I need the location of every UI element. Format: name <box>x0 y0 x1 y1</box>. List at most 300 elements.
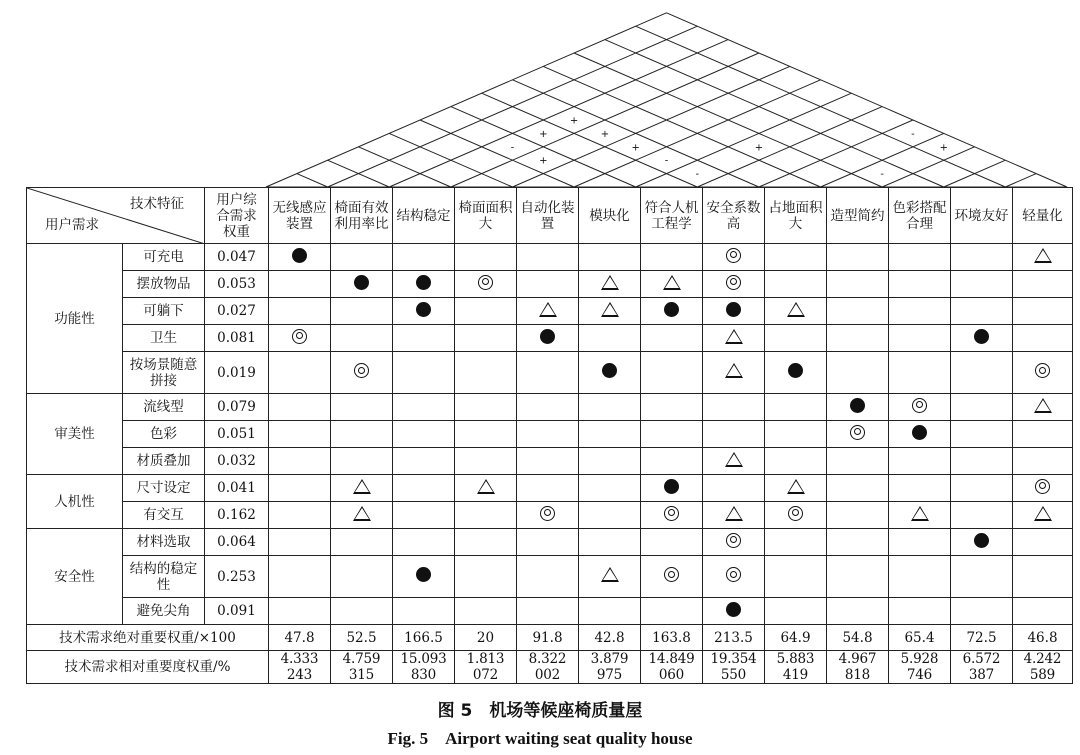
relationship-cell <box>1013 394 1073 421</box>
relationship-cell <box>517 244 579 271</box>
relationship-cell <box>579 448 641 475</box>
absolute-weight-value: 163.8 <box>641 625 703 651</box>
relationship-cell <box>331 298 393 325</box>
relationship-cell <box>269 325 331 352</box>
relationship-cell <box>455 598 517 625</box>
relationship-cell <box>393 421 455 448</box>
roof-gridline <box>420 120 574 187</box>
weak-relation-icon <box>725 329 743 344</box>
relationship-cell <box>765 598 827 625</box>
strong-relation-icon <box>726 602 741 617</box>
relative-weight-value: 3.879 975 <box>579 651 641 684</box>
requirement-weight: 0.019 <box>205 352 269 394</box>
relationship-cell <box>827 556 889 598</box>
relationship-cell <box>331 598 393 625</box>
relative-weight-value: 8.322 002 <box>517 651 579 684</box>
relative-weight-value: 4.333 243 <box>269 651 331 684</box>
relationship-cell <box>951 352 1013 394</box>
absolute-weight-value: 54.8 <box>827 625 889 651</box>
relationship-cell <box>889 325 951 352</box>
relationship-cell <box>517 598 579 625</box>
relationship-cell <box>1013 325 1073 352</box>
positive-correlation-mark: + <box>939 142 948 154</box>
requirement-name: 可充电 <box>123 244 205 271</box>
requirement-weight: 0.053 <box>205 271 269 298</box>
relationship-cell <box>641 352 703 394</box>
positive-correlation-mark: + <box>754 142 764 154</box>
relationship-cell <box>269 598 331 625</box>
tech-feature-header: 色彩搭配合理 <box>889 188 951 244</box>
positive-correlation-mark: + <box>600 128 610 140</box>
roof-gridline <box>482 93 698 187</box>
relationship-cell <box>641 475 703 502</box>
medium-relation-icon <box>478 275 493 290</box>
relationship-cell <box>889 298 951 325</box>
relationship-cell <box>269 475 331 502</box>
caption-english: Fig. 5 Airport waiting seat quality house <box>387 729 693 748</box>
relationship-cell <box>765 244 827 271</box>
relationship-cell <box>269 448 331 475</box>
relationship-cell <box>889 421 951 448</box>
relationship-cell <box>703 556 765 598</box>
relationship-cell <box>331 325 393 352</box>
relationship-cell <box>703 475 765 502</box>
positive-correlation-mark: + <box>631 142 640 154</box>
relationship-cell <box>455 394 517 421</box>
relationship-cell <box>269 502 331 529</box>
medium-relation-icon <box>850 425 865 440</box>
relationship-cell <box>331 529 393 556</box>
strong-relation-icon <box>974 533 989 548</box>
medium-relation-icon <box>354 363 369 378</box>
weak-relation-icon <box>539 302 557 317</box>
strong-relation-icon <box>664 479 679 494</box>
relationship-cell <box>641 298 703 325</box>
relationship-cell <box>889 502 951 529</box>
tech-feature-header: 结构稳定 <box>393 188 455 244</box>
absolute-weight-value: 64.9 <box>765 625 827 651</box>
relationship-cell <box>579 244 641 271</box>
relationship-cell <box>517 421 579 448</box>
requirement-weight: 0.047 <box>205 244 269 271</box>
weak-relation-icon <box>1034 506 1052 521</box>
relationship-cell <box>393 244 455 271</box>
requirement-row <box>27 352 1073 394</box>
relationship-cell <box>827 298 889 325</box>
strong-relation-icon <box>602 363 617 378</box>
roof-gridline <box>636 93 852 187</box>
relationship-cell <box>455 244 517 271</box>
weak-relation-icon <box>601 302 619 317</box>
negative-correlation-mark: - <box>695 169 700 181</box>
relationship-cell <box>517 298 579 325</box>
relationship-cell <box>765 448 827 475</box>
relationship-cell <box>579 598 641 625</box>
weak-relation-icon <box>601 275 619 290</box>
relationship-cell <box>703 244 765 271</box>
strong-relation-icon <box>416 567 431 582</box>
tech-feature-header: 占地面积大 <box>765 188 827 244</box>
negative-correlation-mark: - <box>880 169 884 181</box>
weak-relation-icon <box>1034 398 1052 413</box>
user-need-label: 用户需求 <box>45 217 99 233</box>
relationship-cell <box>1013 529 1073 556</box>
relationship-cell <box>517 271 579 298</box>
relationship-cell <box>889 352 951 394</box>
tech-feature-header: 造型简约 <box>827 188 889 244</box>
relationship-cell <box>889 475 951 502</box>
relationship-cell <box>703 325 765 352</box>
relationship-cell <box>517 448 579 475</box>
relationship-cell <box>517 502 579 529</box>
requirement-weight: 0.041 <box>205 475 269 502</box>
relationship-cell <box>827 421 889 448</box>
strong-relation-icon <box>416 275 431 290</box>
relationship-cell <box>1013 244 1073 271</box>
relationship-cell <box>641 244 703 271</box>
tech-feature-header: 环境友好 <box>951 188 1013 244</box>
relative-weight-label: 技术需求相对重要度权重/% <box>27 651 269 684</box>
requirement-row <box>27 271 1073 298</box>
roof-gridline <box>543 66 820 187</box>
relationship-cell <box>951 556 1013 598</box>
relative-weight-value: 4.242 589 <box>1013 651 1073 684</box>
requirement-row <box>27 244 1073 271</box>
relationship-cell <box>393 271 455 298</box>
relationship-cell <box>765 421 827 448</box>
relative-weight-value: 5.928 746 <box>889 651 951 684</box>
requirement-weight: 0.162 <box>205 502 269 529</box>
roof-gridline <box>389 40 728 187</box>
tech-feature-header: 自动化装置 <box>517 188 579 244</box>
relationship-cell <box>641 421 703 448</box>
requirement-name: 结构的稳定性 <box>123 556 205 598</box>
relative-weight-value: 4.759 315 <box>331 651 393 684</box>
requirement-row <box>27 394 1073 421</box>
relationship-cell <box>951 298 1013 325</box>
weak-relation-icon <box>787 302 805 317</box>
correlation-roof <box>0 0 1080 190</box>
requirement-name: 可躺下 <box>123 298 205 325</box>
requirement-name: 材质叠加 <box>123 448 205 475</box>
tech-feature-header: 符合人机工程学 <box>641 188 703 244</box>
roof-gridline <box>1005 174 1036 187</box>
strong-relation-icon <box>664 302 679 317</box>
relationship-cell <box>579 271 641 298</box>
relationship-cell <box>393 448 455 475</box>
relationship-cell <box>455 448 517 475</box>
relationship-cell <box>1013 271 1073 298</box>
relationship-cell <box>951 448 1013 475</box>
relationship-cell <box>827 244 889 271</box>
requirement-row <box>27 421 1073 448</box>
relationship-cell <box>827 271 889 298</box>
relationship-cell <box>269 298 331 325</box>
requirement-group: 人机性 <box>27 475 123 529</box>
corner-cell <box>27 188 205 244</box>
weak-relation-icon <box>663 275 681 290</box>
weak-relation-icon <box>353 479 371 494</box>
tech-feature-header: 无线感应装置 <box>269 188 331 244</box>
absolute-weight-value: 46.8 <box>1013 625 1073 651</box>
requirement-group: 安全性 <box>27 529 123 625</box>
roof-gridline <box>358 147 450 187</box>
relationship-cell <box>951 502 1013 529</box>
tech-feature-header: 椅面有效利用率比 <box>331 188 393 244</box>
relationship-cell <box>269 394 331 421</box>
relationship-cell <box>517 394 579 421</box>
relationship-cell <box>393 598 455 625</box>
positive-correlation-mark: + <box>569 115 579 127</box>
medium-relation-icon <box>540 506 555 521</box>
relationship-cell <box>765 502 827 529</box>
medium-relation-icon <box>726 533 741 548</box>
relative-weight-value: 5.883 419 <box>765 651 827 684</box>
weak-relation-icon <box>1034 248 1052 263</box>
relationship-cell <box>1013 475 1073 502</box>
requirement-row <box>27 298 1073 325</box>
strong-relation-icon <box>912 425 927 440</box>
weak-relation-icon <box>725 363 743 378</box>
relationship-cell <box>517 529 579 556</box>
relationship-cell <box>393 556 455 598</box>
roof-gridline <box>297 174 328 187</box>
medium-relation-icon <box>1035 479 1050 494</box>
requirement-name: 材料选取 <box>123 529 205 556</box>
relationship-cell <box>517 352 579 394</box>
relationship-cell <box>579 298 641 325</box>
positive-correlation-mark: + <box>539 155 548 167</box>
weak-relation-icon <box>725 506 743 521</box>
relationship-cell <box>579 325 641 352</box>
requirement-group: 审美性 <box>27 394 123 475</box>
medium-relation-icon <box>1035 363 1050 378</box>
weak-relation-icon <box>787 479 805 494</box>
tech-feature-header: 轻量化 <box>1013 188 1073 244</box>
relationship-cell <box>641 502 703 529</box>
weak-relation-icon <box>353 506 371 521</box>
roof-gridline <box>605 40 944 187</box>
weak-relation-icon <box>725 452 743 467</box>
relationship-cell <box>765 394 827 421</box>
relationship-cell <box>579 352 641 394</box>
relationship-cell <box>703 421 765 448</box>
relationship-cell <box>641 529 703 556</box>
relationship-cell <box>765 325 827 352</box>
relationship-cell <box>455 298 517 325</box>
medium-relation-icon <box>292 329 307 344</box>
relationship-cell <box>703 529 765 556</box>
relationship-cell <box>1013 298 1073 325</box>
requirement-row <box>27 502 1073 529</box>
absolute-weight-value: 47.8 <box>269 625 331 651</box>
requirement-name: 尺寸设定 <box>123 475 205 502</box>
relationship-cell <box>951 421 1013 448</box>
relationship-cell <box>455 475 517 502</box>
weak-relation-icon <box>477 479 495 494</box>
relationship-cell <box>827 529 889 556</box>
relationship-cell <box>331 448 393 475</box>
relationship-cell <box>765 475 827 502</box>
roof-gridline <box>759 120 913 187</box>
medium-relation-icon <box>726 275 741 290</box>
relationship-cell <box>889 448 951 475</box>
relationship-cell <box>455 421 517 448</box>
positive-correlation-mark: + <box>539 128 548 140</box>
absolute-weight-value: 42.8 <box>579 625 641 651</box>
relationship-cell <box>331 421 393 448</box>
relationship-cell <box>393 475 455 502</box>
requirement-weight: 0.051 <box>205 421 269 448</box>
relationship-cell <box>517 475 579 502</box>
requirement-row <box>27 448 1073 475</box>
relationship-cell <box>703 271 765 298</box>
relationship-cell <box>889 529 951 556</box>
caption-chinese: 图 5 机场等候座椅质量屋 <box>437 701 643 721</box>
relative-weight-value: 1.813 072 <box>455 651 517 684</box>
tech-feature-label: 技术特征 <box>130 196 184 212</box>
absolute-weight-value: 213.5 <box>703 625 765 651</box>
absolute-weight-value: 166.5 <box>393 625 455 651</box>
relationship-cell <box>579 502 641 529</box>
relationship-cell <box>703 394 765 421</box>
relationship-cell <box>1013 421 1073 448</box>
relationship-cell <box>393 529 455 556</box>
relationship-cell <box>889 598 951 625</box>
relationship-cell <box>269 529 331 556</box>
relationship-cell <box>827 394 889 421</box>
relationship-cell <box>1013 448 1073 475</box>
requirement-name: 摆放物品 <box>123 271 205 298</box>
relationship-cell <box>269 271 331 298</box>
tech-feature-header: 椅面面积大 <box>455 188 517 244</box>
medium-relation-icon <box>726 248 741 263</box>
relationship-cell <box>331 271 393 298</box>
requirement-name: 避免尖角 <box>123 598 205 625</box>
relationship-cell <box>951 394 1013 421</box>
requirement-weight: 0.079 <box>205 394 269 421</box>
relationship-cell <box>579 421 641 448</box>
requirement-row <box>27 529 1073 556</box>
strong-relation-icon <box>416 302 431 317</box>
weight-header: 用户综合需求权重 <box>205 188 269 244</box>
medium-relation-icon <box>664 506 679 521</box>
relationship-cell <box>269 352 331 394</box>
strong-relation-icon <box>850 398 865 413</box>
relationship-cell <box>827 352 889 394</box>
requirement-name: 有交互 <box>123 502 205 529</box>
relationship-cell <box>269 421 331 448</box>
strong-relation-icon <box>726 302 741 317</box>
relationship-cell <box>951 271 1013 298</box>
relationship-cell <box>641 271 703 298</box>
relationship-cell <box>703 502 765 529</box>
relationship-cell <box>951 529 1013 556</box>
roof-edge <box>664 13 1068 187</box>
relationship-cell <box>703 448 765 475</box>
medium-relation-icon <box>788 506 803 521</box>
requirement-row <box>27 475 1073 502</box>
absolute-weight-value: 20 <box>455 625 517 651</box>
weak-relation-icon <box>601 567 619 582</box>
relationship-cell <box>827 502 889 529</box>
relationship-cell <box>641 598 703 625</box>
tech-feature-header: 模块化 <box>579 188 641 244</box>
relationship-cell <box>827 598 889 625</box>
relationship-cell <box>269 556 331 598</box>
relationship-cell <box>641 325 703 352</box>
absolute-weight-value: 72.5 <box>951 625 1013 651</box>
relative-weight-value: 15.093 830 <box>393 651 455 684</box>
relationship-cell <box>641 448 703 475</box>
requirement-name: 流线型 <box>123 394 205 421</box>
negative-correlation-mark: - <box>911 128 915 140</box>
relationship-cell <box>579 556 641 598</box>
relative-weight-value: 14.849 060 <box>641 651 703 684</box>
relationship-cell <box>1013 352 1073 394</box>
relationship-cell <box>455 352 517 394</box>
relationship-cell <box>641 556 703 598</box>
relationship-cell <box>331 244 393 271</box>
relationship-cell <box>517 556 579 598</box>
requirement-weight: 0.064 <box>205 529 269 556</box>
relationship-cell <box>765 556 827 598</box>
roof-gridline <box>512 66 789 187</box>
medium-relation-icon <box>726 567 741 582</box>
relationship-cell <box>827 475 889 502</box>
relationship-cell <box>517 325 579 352</box>
relationship-cell <box>951 598 1013 625</box>
medium-relation-icon <box>912 398 927 413</box>
weak-relation-icon <box>911 506 929 521</box>
relationship-cell <box>951 325 1013 352</box>
relationship-cell <box>951 244 1013 271</box>
requirement-name: 色彩 <box>123 421 205 448</box>
strong-relation-icon <box>788 363 803 378</box>
relationship-cell <box>579 394 641 421</box>
relationship-cell <box>827 325 889 352</box>
requirement-group: 功能性 <box>27 244 123 394</box>
negative-correlation-mark: - <box>510 142 515 154</box>
relationship-cell <box>455 529 517 556</box>
relationship-cell <box>765 352 827 394</box>
relationship-cell <box>331 394 393 421</box>
relationship-cell <box>1013 598 1073 625</box>
absolute-weight-value: 65.4 <box>889 625 951 651</box>
relationship-cell <box>331 556 393 598</box>
relationship-cell <box>1013 502 1073 529</box>
absolute-weight-label: 技术需求绝对重要权重/×100 <box>27 625 269 651</box>
relationship-cell <box>269 244 331 271</box>
relationship-cell <box>455 556 517 598</box>
strong-relation-icon <box>292 248 307 263</box>
relationship-cell <box>393 502 455 529</box>
relationship-cell <box>579 475 641 502</box>
relationship-cell <box>765 271 827 298</box>
tech-feature-header: 安全系数高 <box>703 188 765 244</box>
requirement-name: 按场景随意拼接 <box>123 352 205 394</box>
relationship-cell <box>827 448 889 475</box>
quality-house-matrix <box>26 187 1073 684</box>
relationship-cell <box>703 352 765 394</box>
requirement-row <box>27 325 1073 352</box>
requirement-weight: 0.032 <box>205 448 269 475</box>
relationship-cell <box>579 529 641 556</box>
relationship-cell <box>765 298 827 325</box>
absolute-weight-value: 52.5 <box>331 625 393 651</box>
relationship-cell <box>455 271 517 298</box>
requirement-weight: 0.253 <box>205 556 269 598</box>
